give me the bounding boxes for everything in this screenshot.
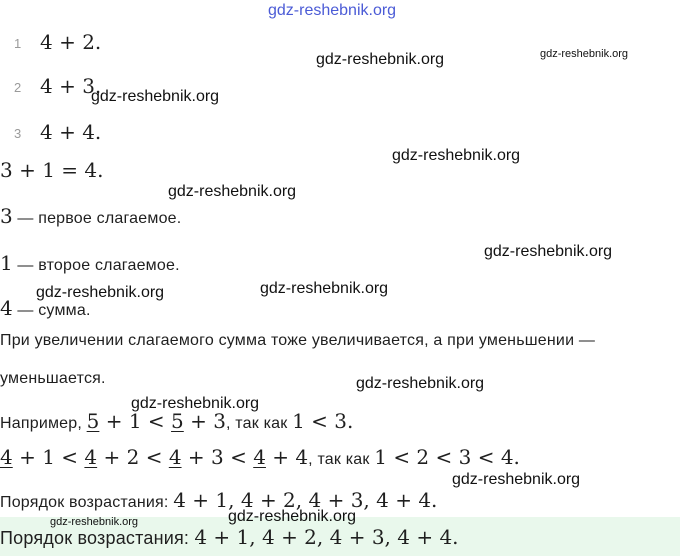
- watermark: gdz-reshebnik.org: [316, 51, 445, 68]
- term-second-text: — второе слагаемое.: [12, 257, 180, 274]
- example-term-b: 5: [171, 409, 184, 433]
- watermark: gdz-reshebnik.org: [452, 471, 581, 488]
- chain-term: 4: [0, 445, 13, 469]
- chain-term: 4: [84, 445, 98, 469]
- watermark: gdz-reshebnik.org: [356, 375, 485, 392]
- chain-rest: + 1 <: [12, 445, 85, 469]
- watermark: gdz-reshebnik.org: [484, 243, 613, 260]
- term-sum-text: — сумма.: [12, 302, 91, 319]
- watermark: gdz-reshebnik.org: [36, 284, 165, 301]
- list-number: 2: [14, 80, 22, 95]
- order-line: [0, 488, 437, 512]
- watermark: gdz-reshebnik.org: [260, 280, 389, 297]
- chain-rest: + 4: [265, 445, 309, 469]
- watermark: gdz-reshebnik.org: [540, 48, 629, 60]
- rule-line-2: уменьшается.: [0, 370, 106, 387]
- watermark: gdz-reshebnik.org: [131, 395, 260, 412]
- list-item: 4 + 3.: [40, 74, 102, 98]
- chain-condition: 1 < 2 < 3 < 4.: [374, 445, 520, 469]
- term-sum-number: 4: [0, 296, 13, 320]
- list-number: 1: [14, 36, 22, 51]
- rule-line-1: При увеличении слагаемого сумма тоже увеличивается, а при уменьшении —: [0, 332, 596, 349]
- chain-rest: + 2 <: [97, 445, 169, 469]
- example-rest-b: + 3: [183, 409, 226, 433]
- example-because: , так как: [225, 415, 293, 432]
- chain-because: , так как: [308, 451, 375, 468]
- term-first: [0, 204, 181, 228]
- chain-term: 4: [253, 445, 266, 469]
- order-expression: 4 + 1, 4 + 2, 4 + 3, 4 + 4.: [173, 488, 438, 512]
- equation: 3 + 1 = 4.: [0, 158, 104, 182]
- watermark: gdz-reshebnik.org: [168, 183, 297, 200]
- term-second-number: 1: [0, 251, 13, 275]
- list-item: 4 + 2.: [40, 30, 102, 54]
- order-label: Порядок возрастания:: [0, 494, 174, 511]
- list-item: 4 + 4.: [40, 120, 102, 144]
- answer-expression: 4 + 1, 4 + 2, 4 + 3, 4 + 4.: [194, 525, 459, 549]
- example-rest-a: + 1 <: [99, 409, 172, 433]
- chain-rest: + 3 <: [181, 445, 254, 469]
- answer-line: [0, 525, 459, 549]
- chain-term: 4: [168, 445, 182, 469]
- watermark-header: gdz-reshebnik.org: [268, 2, 397, 19]
- watermark: gdz-reshebnik.org: [228, 508, 357, 525]
- watermark: gdz-reshebnik.org: [392, 147, 521, 164]
- term-first-text: — первое слагаемое.: [12, 210, 182, 227]
- example-condition: 1 < 3.: [292, 409, 354, 433]
- term-second: [0, 251, 180, 275]
- example-term-a: 5: [86, 409, 100, 433]
- chain-line: [0, 445, 520, 469]
- watermark: gdz-reshebnik.org: [91, 88, 220, 105]
- term-first-number: 3: [0, 204, 13, 228]
- example-prefix: Например,: [0, 415, 87, 432]
- answer-label: Порядок возрастания:: [0, 528, 195, 548]
- watermark: gdz-reshebnik.org: [50, 516, 139, 528]
- list-number: 3: [14, 126, 22, 141]
